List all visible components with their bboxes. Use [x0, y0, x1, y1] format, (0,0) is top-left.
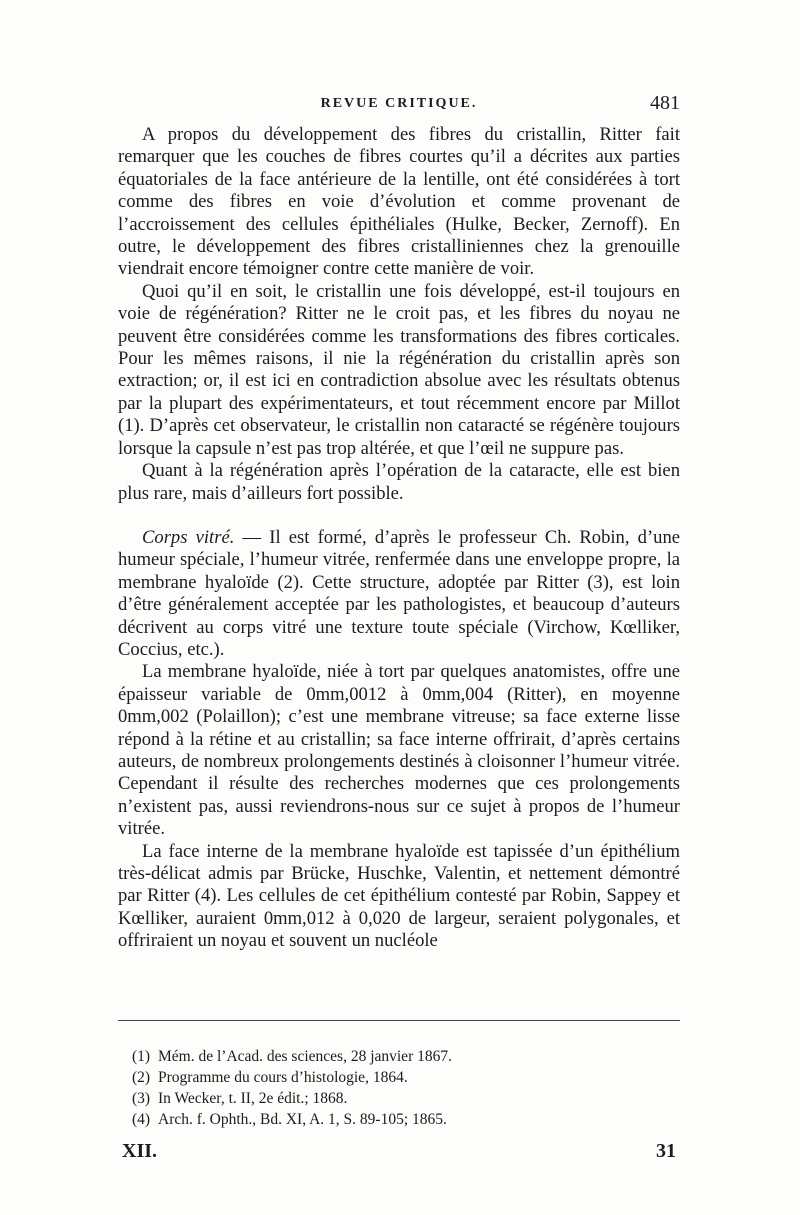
footnote-text: Programme du cours d’histologie, 1864. — [158, 1069, 408, 1086]
footnote-number: (2) — [132, 1069, 151, 1086]
footnote — [132, 1067, 672, 1088]
section-paragraph-corps-vitre — [118, 527, 680, 661]
footnote-text: In Wecker, t. II, 2e édit.; 1868. — [158, 1090, 348, 1107]
paragraph: La face interne de la membrane hyaloïde est tapissée d’un épithélium très-délicat admis par Brücke, Huschke, Valentin, et nettement démontré par Ritter (4). Les cellules de cet épithélium contesté par Robin, Sappey et Kœlliker, auraient 0mm,012 à 0,020 de largeur, seraient polygonales, et offriraient un noyau et souvent un nucléole — [118, 840, 680, 952]
volume-mark: XII. — [122, 1140, 158, 1162]
footnote — [132, 1088, 672, 1109]
footnote-number: (3) — [132, 1090, 151, 1107]
section-heading: Corps vitré. — [142, 526, 235, 548]
footnote-number: (4) — [132, 1111, 151, 1128]
footnote — [132, 1109, 672, 1130]
footnotes — [132, 1046, 672, 1130]
footnote-text: Mém. de l’Acad. des sciences, 28 janvier 1867. — [158, 1048, 452, 1065]
sheet-number: 31 — [656, 1140, 676, 1162]
printer-signature — [118, 1140, 680, 1166]
paragraph: A propos du développement des fibres du cristallin, Ritter fait remarquer que les couches de fibres courtes qu’il a décrites aux parties équatoriales de la face antérieure de la lentille, ont été considérées à tort comme des fibres en voie d’évolution et comme provenant de l’accroissement des cellules épithéliales (Hulke, Becker, Zernoff). En outre, le développement des fibres cristalliniennes chez la grenouille viendrait encore témoigner contre cette manière de voir. — [118, 124, 680, 280]
running-head — [118, 92, 680, 118]
paragraph: Quant à la régénération après l’opération de la cataracte, elle est bien plus rare, mais d’ailleurs fort possible. — [118, 460, 680, 504]
running-title: REVUE CRITIQUE. — [320, 96, 478, 111]
footnote-number: (1) — [132, 1048, 151, 1065]
paragraph: La membrane hyaloïde, niée à tort par quelques anatomistes, offre une épaisseur variable de 0mm,0012 à 0mm,004 (Ritter), en moyenne 0mm,002 (Polaillon); c’est une membrane vitreuse; sa face externe lisse répond à la rétine et au cristallin; sa face interne offrirait, d’après certains auteurs, de nombreux prolongements destinés à cloisonner l’humeur vitrée. Cependant il résulte des recherches modernes que ces prolongements n’existent pas, aussi reviendrons-nous sur ce sujet à propos de l’humeur vitrée. — [118, 661, 680, 840]
paragraph: Quoi qu’il en soit, le cristallin une fois développé, est-il toujours en voie de régénération? Ritter ne le croit pas, et les fibres du noyau ne peuvent être considérées comme les transformations des fibres corticales. Pour les mêmes raisons, il nie la régénération du cristallin après son extraction; or, il est ici en contradiction absolue avec les résultats obtenus par la plupart des expérimentateurs, et tout récemment encore par Millot (1). D’après cet observateur, le cristallin non cataracté se régénère toujours lorsque la capsule n’est pas trop altérée, et que l’œil ne suppure pas. — [118, 280, 680, 459]
page-number: 481 — [650, 92, 680, 114]
footnote-rule — [118, 1020, 680, 1021]
footnote-text: Arch. f. Ophth., Bd. XI, A. 1, S. 89-105; 1865. — [158, 1111, 447, 1128]
footnote — [132, 1046, 672, 1067]
paragraph-text: — Il est formé, d’après le professeur Ch. Robin, d’une humeur spéciale, l’humeur vitrée, renfermée dans une enveloppe propre, la membrane hyaloïde (2). Cette structure, adoptée par Ritter (3), est loin d’être généralement acceptée par les pathologistes, et beaucoup d’auteurs décrivent au corps vitré une texture toute spéciale (Virchow, Kœlliker, Coccius, etc.). — [118, 526, 680, 660]
body-text — [118, 124, 680, 953]
